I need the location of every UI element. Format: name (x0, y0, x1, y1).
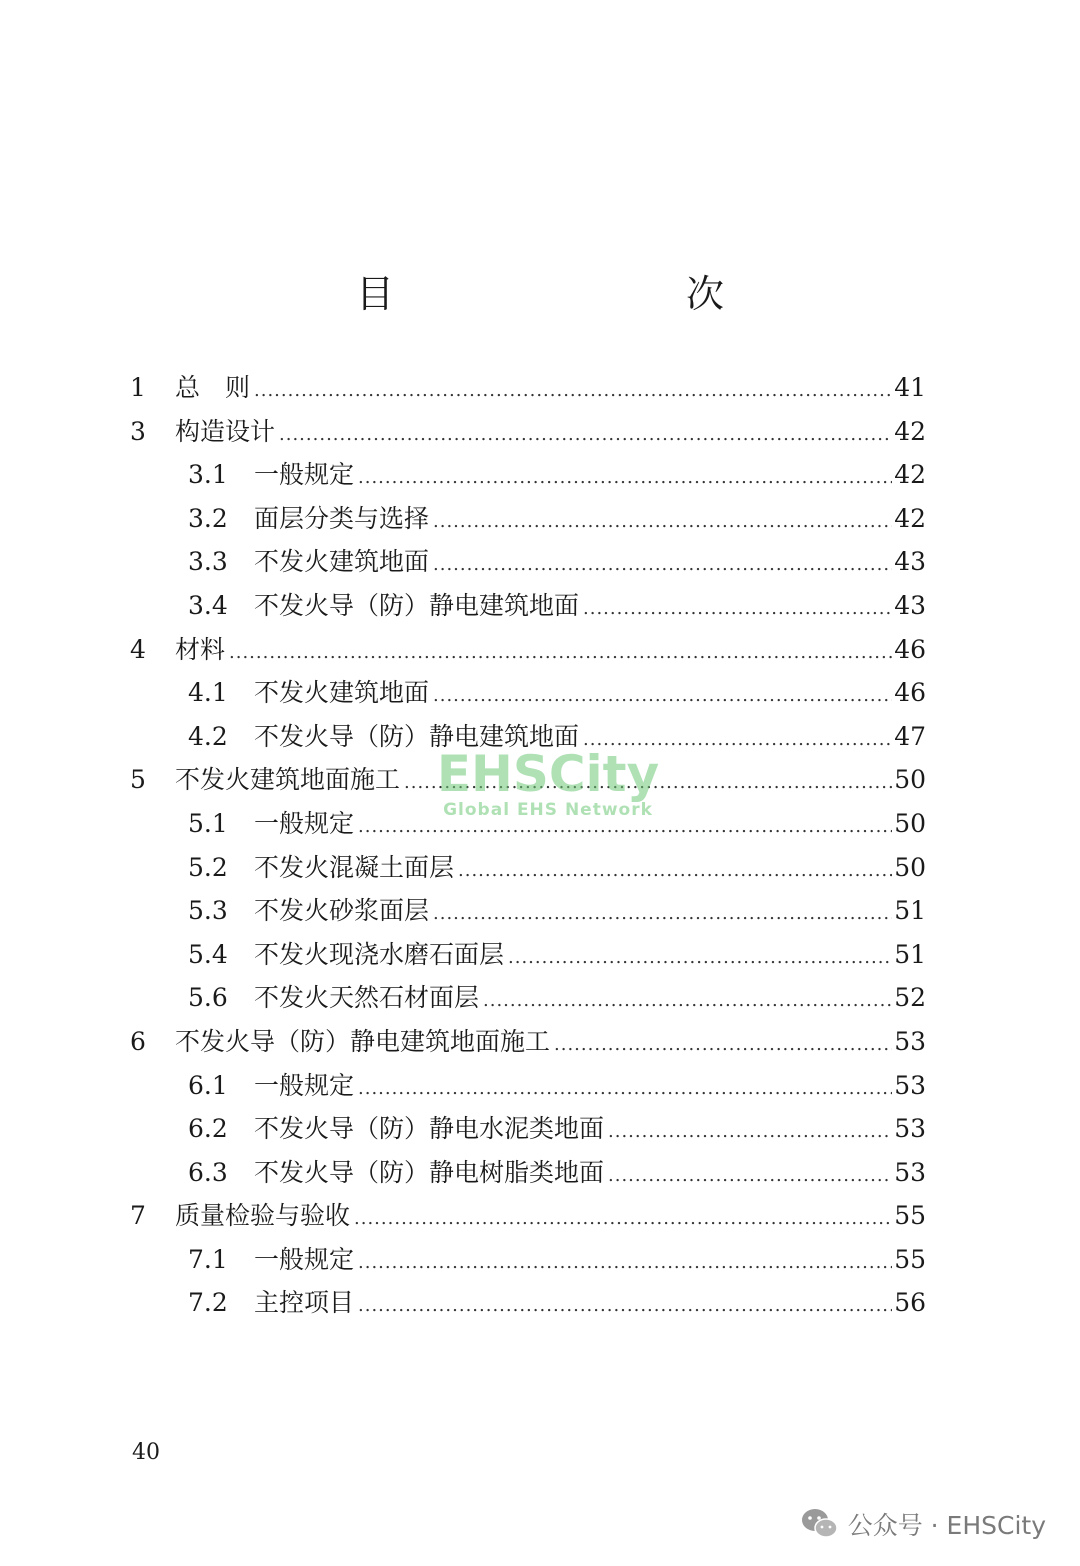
toc-entry-number: 6.3 (188, 1157, 228, 1187)
toc-entry (130, 802, 926, 846)
toc-entry-label: 构造设计 (175, 416, 276, 446)
toc-leader-dots (508, 936, 892, 980)
toc-entry-page: 53 (894, 1026, 926, 1056)
toc-entry-number: 6 (130, 1026, 146, 1056)
toc-entry-number: 1 (130, 373, 146, 402)
toc-entry-label: 不发火混凝土面层 (254, 852, 455, 882)
toc-entry-label: 不发火天然石材面层 (254, 983, 480, 1013)
toc-entry (130, 976, 926, 1020)
toc-entry (130, 1281, 926, 1325)
toc-entry-page: 43 (894, 590, 926, 620)
toc-entry-page: 47 (894, 721, 926, 751)
toc-entry-label: 不发火导（防）静电水泥类地面 (254, 1114, 605, 1144)
toc-leader-dots (583, 587, 892, 631)
toc-entry-page: 42 (894, 503, 926, 533)
toc-leader-dots (279, 413, 892, 457)
toc-entry-page: 50 (894, 808, 926, 838)
toc-title: 目 次 (355, 272, 796, 316)
toc-entry-number: 5.4 (188, 939, 228, 969)
toc-entry-number: 7.1 (188, 1244, 228, 1274)
toc-entry (130, 671, 926, 715)
toc-leader-dots (254, 369, 892, 413)
toc-leader-dots (404, 761, 892, 805)
toc-entry (130, 584, 926, 628)
toc-entry (130, 453, 926, 497)
toc-entry (130, 497, 926, 541)
toc-entry-label: 不发火建筑地面 (254, 678, 430, 708)
toc-entry-number: 3.2 (188, 503, 228, 533)
toc-entry-number: 5.6 (188, 983, 228, 1013)
wechat-icon (800, 1507, 840, 1541)
toc-leader-dots (554, 1023, 892, 1067)
toc-leader-dots (358, 456, 892, 500)
toc-entry-number: 6.2 (188, 1114, 228, 1144)
footer-credit (800, 1506, 1046, 1542)
toc-entry-label: 一般规定 (254, 1070, 355, 1100)
toc-entry-page: 53 (894, 1157, 926, 1187)
toc-entry (130, 1151, 926, 1195)
toc-leader-dots (483, 979, 892, 1023)
toc-entry-number: 5 (130, 765, 146, 795)
toc-entry-number: 5.1 (188, 808, 228, 838)
toc-leader-dots (608, 1110, 892, 1154)
toc-leader-dots (433, 892, 892, 936)
toc-entry-number: 6.1 (188, 1070, 228, 1100)
toc-entry (130, 1194, 926, 1238)
toc-entry (130, 1238, 926, 1282)
toc-entry-label: 一般规定 (254, 1244, 355, 1274)
toc-entry-page: 53 (894, 1114, 926, 1144)
toc-entry-label: 面层分类与选择 (254, 503, 430, 533)
toc-entry (130, 540, 926, 584)
watermark-subtitle: Global EHS Network (443, 800, 653, 820)
toc-entry-number: 3 (130, 416, 146, 446)
toc-entry-number: 4.2 (188, 721, 228, 751)
toc-entry-page: 51 (894, 939, 926, 969)
toc-leader-dots (433, 543, 892, 587)
toc-entry-number: 4.1 (188, 678, 228, 708)
toc-entry-page: 53 (894, 1070, 926, 1100)
toc-entry-label: 一般规定 (254, 460, 355, 490)
toc-entry-label: 不发火砂浆面层 (254, 896, 430, 926)
toc-entry-label: 不发火现浇水磨石面层 (254, 939, 505, 969)
toc-leader-dots (433, 674, 892, 718)
toc-entry-page: 46 (894, 634, 926, 664)
page-number: 40 (132, 1440, 160, 1465)
footer-credit-text: 公众号 · EHSCity (847, 1511, 1046, 1540)
toc-entry (130, 1064, 926, 1108)
table-of-contents (130, 366, 926, 1325)
toc-entry-number: 7 (130, 1201, 146, 1231)
toc-entry-page: 41 (894, 373, 926, 402)
toc-entry (130, 715, 926, 759)
toc-entry (130, 933, 926, 977)
toc-entry-number: 3.1 (188, 460, 228, 490)
toc-leader-dots (354, 1197, 892, 1241)
toc-entry-number: 3.4 (188, 590, 228, 620)
toc-entry (130, 1020, 926, 1064)
toc-leader-dots (229, 631, 892, 675)
toc-leader-dots (358, 805, 892, 849)
toc-entry-page: 52 (894, 983, 926, 1013)
toc-entry-page: 51 (894, 896, 926, 926)
toc-entry-page: 42 (894, 460, 926, 490)
toc-entry-number: 5.2 (188, 852, 228, 882)
toc-entry (130, 758, 926, 802)
toc-entry (130, 846, 926, 890)
toc-entry-label: 材料 (175, 634, 226, 664)
toc-entry (130, 410, 926, 454)
toc-entry-label: 不发火导（防）静电建筑地面施工 (175, 1026, 551, 1056)
toc-entry (130, 1107, 926, 1151)
toc-entry-page: 50 (894, 852, 926, 882)
toc-entry-label: 不发火导（防）静电建筑地面 (254, 721, 580, 751)
toc-entry-page: 42 (894, 416, 926, 446)
toc-entry-label: 不发火导（防）静电建筑地面 (254, 590, 580, 620)
toc-entry (130, 366, 926, 410)
toc-leader-dots (358, 1067, 892, 1111)
toc-entry (130, 628, 926, 672)
toc-entry-label: 一般规定 (254, 808, 355, 838)
toc-entry-page: 56 (894, 1288, 926, 1318)
toc-entry-number: 4 (130, 634, 146, 664)
toc-entry-label: 不发火建筑地面施工 (175, 765, 401, 795)
toc-entry-page: 43 (894, 547, 926, 577)
toc-entry-number: 3.3 (188, 547, 228, 577)
toc-entry-label: 不发火建筑地面 (254, 547, 430, 577)
toc-leader-dots (433, 500, 892, 544)
toc-entry-page: 55 (894, 1201, 926, 1231)
toc-entry-label: 质量检验与验收 (175, 1201, 351, 1231)
toc-entry (130, 889, 926, 933)
toc-entry-page: 46 (894, 678, 926, 708)
toc-entry-label: 主控项目 (254, 1288, 355, 1318)
toc-leader-dots (583, 718, 892, 762)
toc-leader-dots (608, 1154, 892, 1198)
toc-entry-number: 5.3 (188, 896, 228, 926)
toc-entry-page: 55 (894, 1244, 926, 1274)
toc-entry-number: 7.2 (188, 1288, 228, 1318)
toc-leader-dots (358, 1284, 892, 1328)
toc-entry-page: 50 (894, 765, 926, 795)
watermark-brand: EHSCity (436, 745, 660, 803)
toc-leader-dots (358, 1241, 892, 1285)
toc-entry-label: 总 则 (175, 373, 251, 402)
toc-leader-dots (458, 849, 892, 893)
toc-entry-label: 不发火导（防）静电树脂类地面 (254, 1157, 605, 1187)
